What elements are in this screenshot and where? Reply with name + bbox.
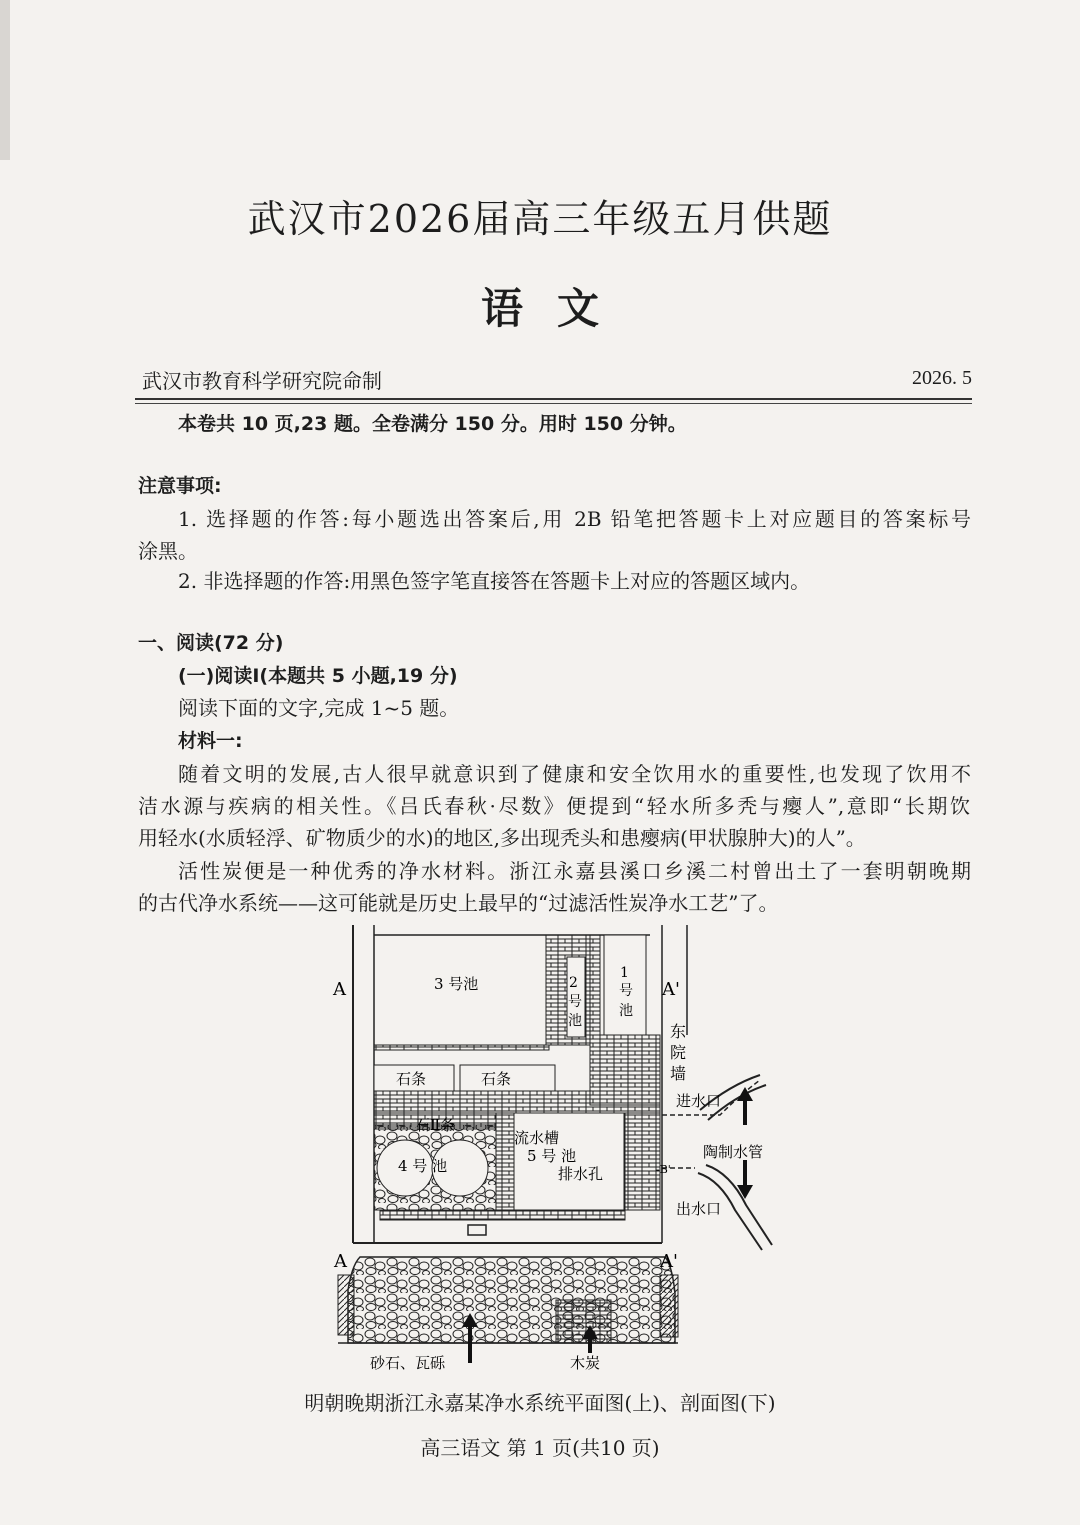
pool-1-label-2: 号	[619, 983, 633, 999]
note-item-1: 1. 选择题的作答:每小题选出答案后,用 2B 铅笔把答题卡上对应题目的答案标号	[178, 507, 971, 531]
gravel-label: 砂石、瓦砾	[370, 1354, 446, 1372]
pool-2-label-2: 号	[568, 994, 582, 1010]
water-purification-figure	[320, 915, 790, 1375]
stone-strip-label-3: 石Ⅱ条	[415, 1116, 456, 1134]
note-item-1-cont: 涂黑。	[138, 539, 198, 563]
stone-strip-label-2: 石条	[481, 1070, 512, 1088]
page-footer: 高三语文 第 1 页(共10 页)	[420, 1436, 660, 1460]
section-heading: 一、阅读(72 分)	[138, 632, 284, 654]
drain-hole-label: 排水孔	[558, 1165, 604, 1183]
section-label-a-prime: A'	[660, 1251, 678, 1272]
material-label: 材料一:	[178, 730, 243, 752]
pool-1-label-1: 1	[620, 965, 629, 981]
paper-summary: 本卷共 10 页,23 题。全卷满分 150 分。用时 150 分钟。	[178, 413, 687, 435]
paragraph-1-line-2: 洁水源与疾病的相关性。《吕氏春秋·尽数》便提到“轻水所多秃与瘿人”,意即“长期饮	[138, 794, 970, 818]
paragraph-1-line-3: 用轻水(水质轻浮、矿物质少的水)的地区,多出现秃头和患瘿病(甲状腺肿大)的人”。	[138, 826, 866, 850]
exam-date: 2026. 5	[912, 367, 972, 389]
scan-edge-shadow	[0, 0, 10, 160]
inlet-label: 进水口	[676, 1092, 722, 1110]
pool-2-label-3: 池	[568, 1013, 582, 1029]
header-rule-thin	[135, 403, 972, 404]
charcoal-label: 木炭	[570, 1354, 601, 1372]
publisher: 武汉市教育科学研究院命制	[142, 369, 382, 393]
sub-section-heading: (一)阅读Ⅰ(本题共 5 小题,19 分)	[178, 665, 458, 687]
subject-title: 语文	[480, 284, 633, 333]
flow-channel-label: 流水槽	[514, 1129, 560, 1147]
east-wall-label-1: 东	[670, 1022, 687, 1041]
east-wall-label-3: 墙	[670, 1064, 687, 1083]
pool-1-label-3: 池	[619, 1003, 633, 1019]
paragraph-2-line-2: 的古代净水系统——这可能就是历史上最早的“过滤活性炭净水工艺”了。	[138, 891, 779, 915]
stone-strip-label-1: 石条	[396, 1070, 427, 1088]
label-b-prime: -B'	[656, 1163, 671, 1176]
label-a: A	[333, 979, 346, 1000]
label-a-prime: A'	[662, 979, 680, 1000]
exam-title: 武汉市2026届高三年级五月供题	[247, 197, 833, 241]
note-item-2: 2. 非选择题的作答:用黑色签字笔直接答在答题卡上对应的答题区域内。	[178, 569, 811, 593]
pipe-label: 陶制水管	[703, 1143, 764, 1161]
pool-5-label: 5 号 池	[527, 1147, 577, 1165]
section-label-a: A	[334, 1251, 347, 1272]
paragraph-2-line-1: 活性炭便是一种优秀的净水材料。浙江永嘉县溪口乡溪二村曾出土了一套明朝晚期	[178, 859, 971, 883]
pool-3-label: 3 号池	[434, 975, 479, 993]
pool-4-label: 4 号 池	[398, 1157, 448, 1175]
reading-instruction: 阅读下面的文字,完成 1~5 题。	[178, 696, 460, 720]
notes-heading: 注意事项:	[138, 475, 222, 497]
header-rule-thick	[135, 398, 972, 400]
outlet-label: 出水口	[676, 1200, 722, 1218]
east-wall-label-2: 院	[670, 1043, 687, 1062]
pool-2-label-1: 2	[569, 975, 578, 991]
paragraph-1-line-1: 随着文明的发展,古人很早就意识到了健康和安全饮用水的重要性,也发现了饮用不	[178, 762, 971, 786]
figure-caption: 明朝晚期浙江永嘉某净水系统平面图(上)、剖面图(下)	[304, 1391, 776, 1415]
